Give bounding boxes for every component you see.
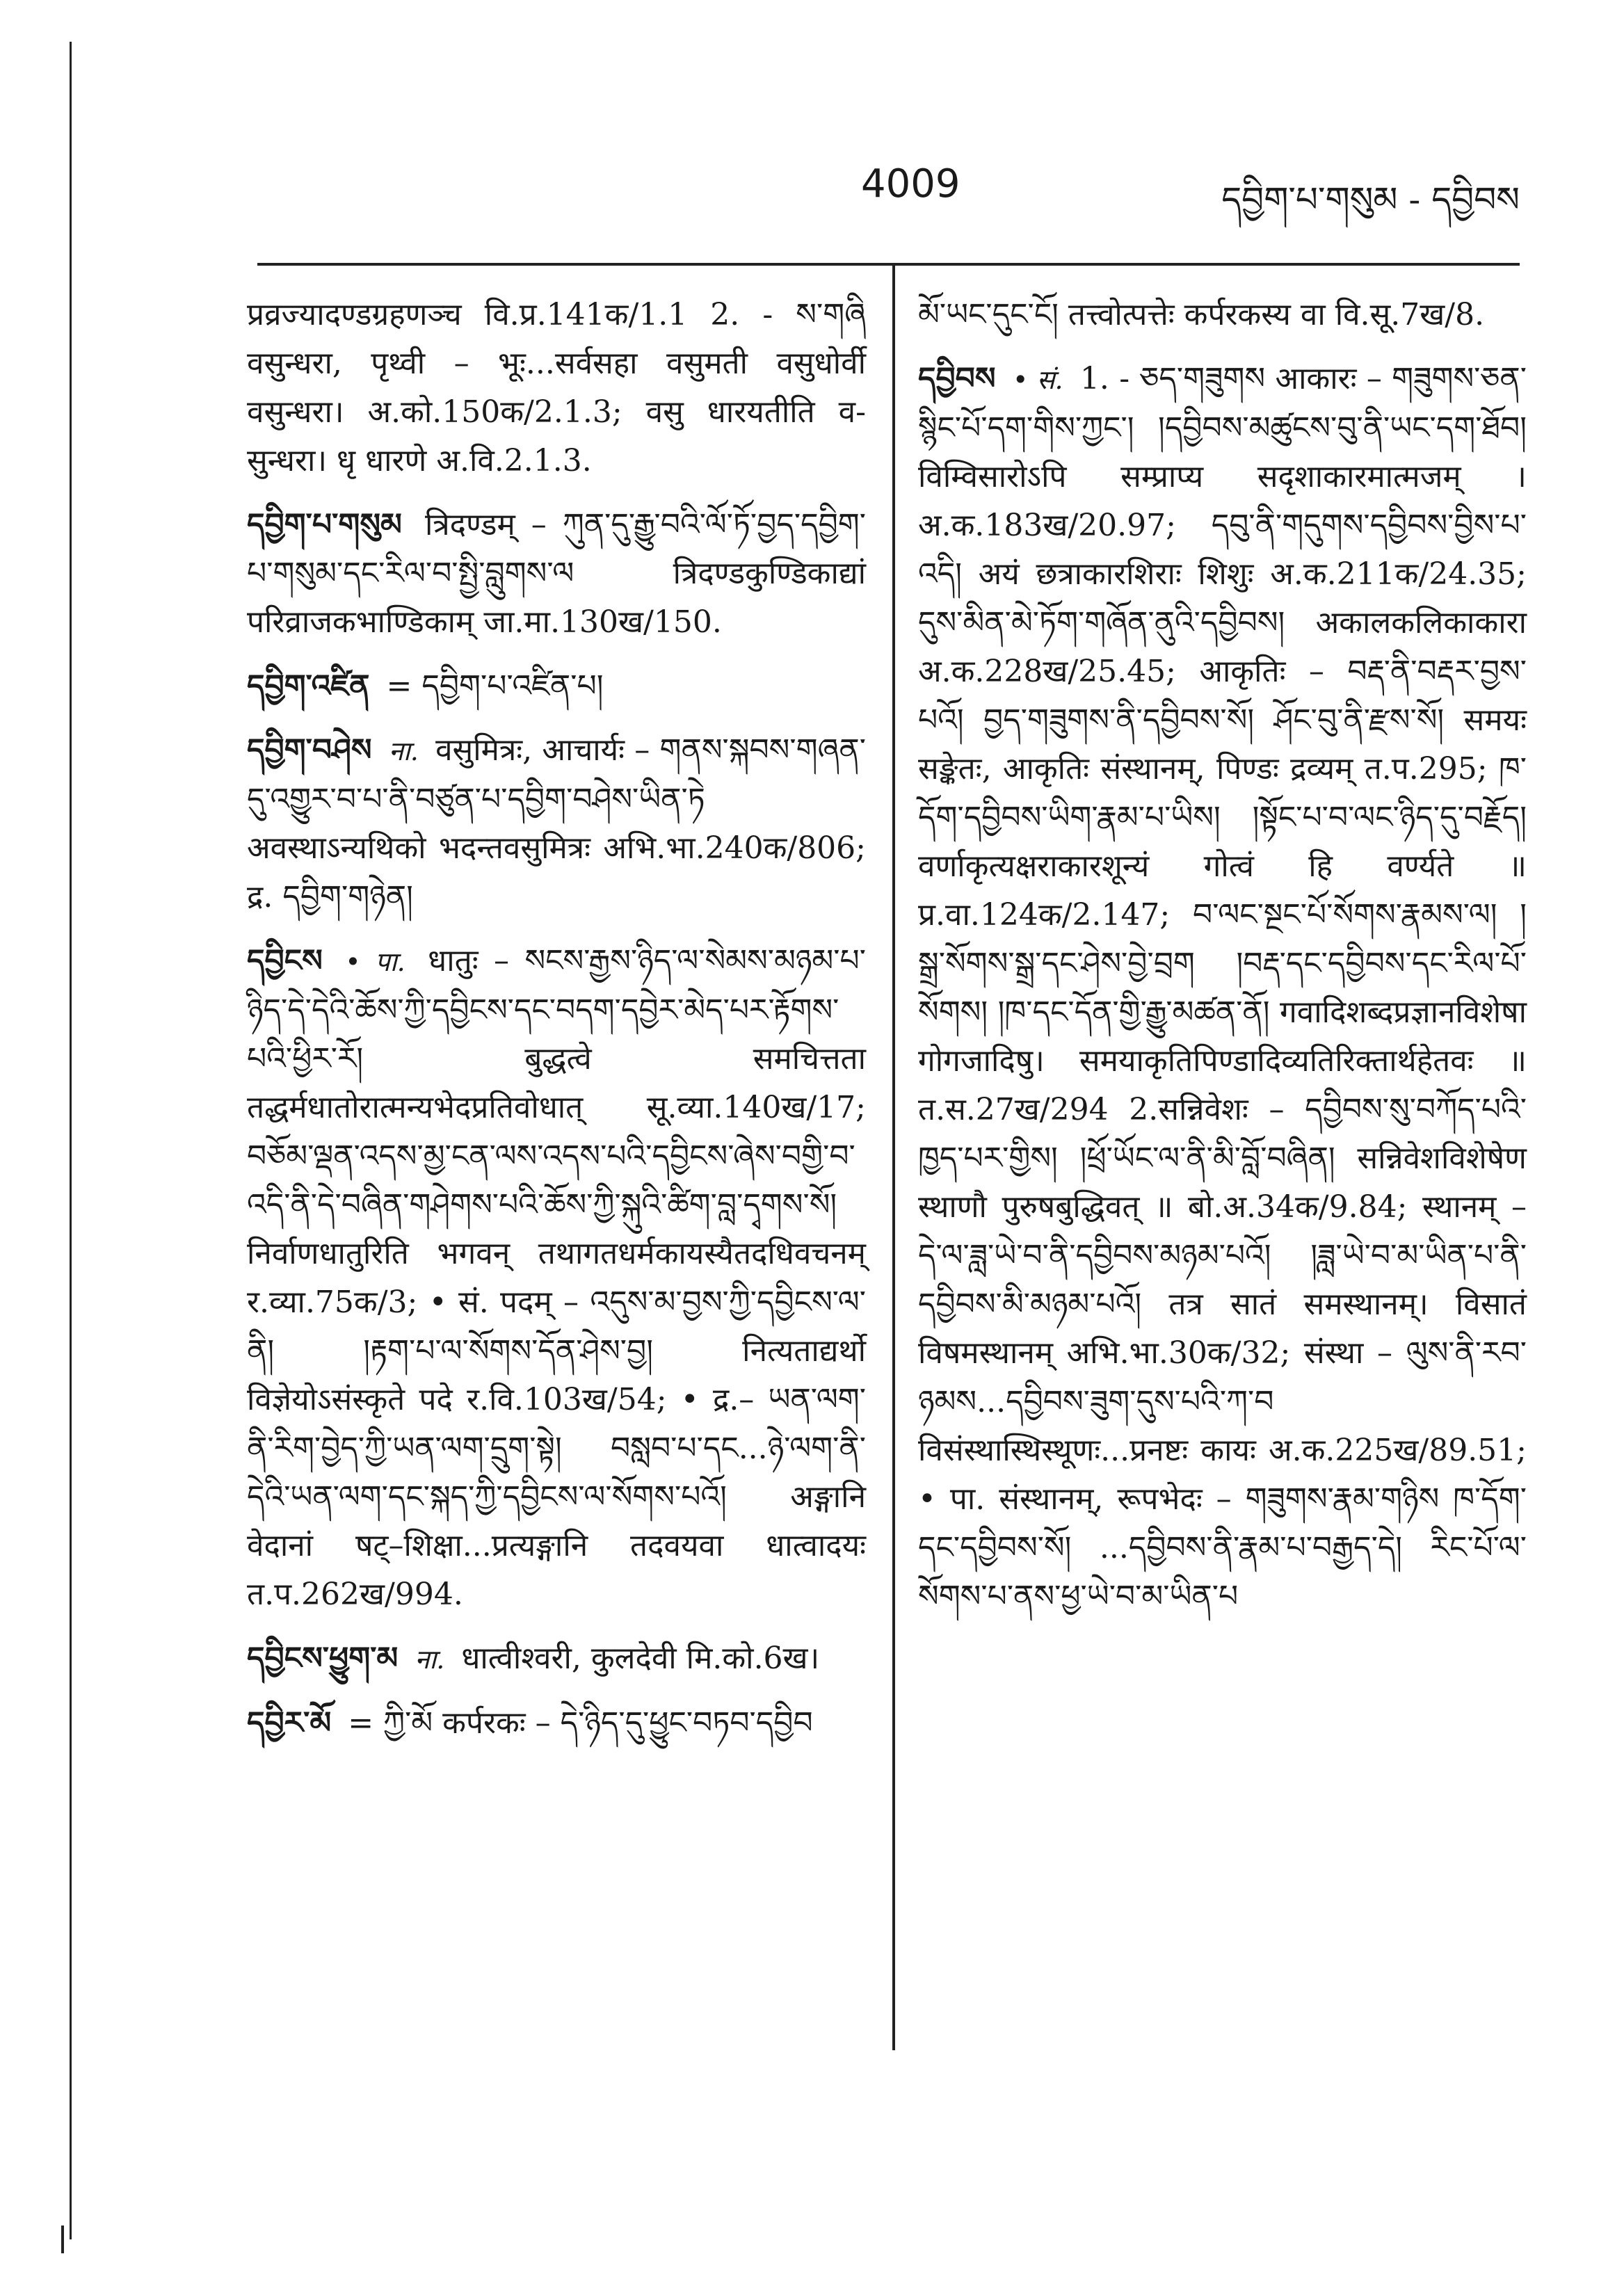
entry-headword: དབྱིག་པ་གསུམ	[247, 507, 402, 542]
entry-definition: त्रिदण्डम् – ཀུན་དུ་རྒྱུ་བའི་ལོ་ཏོ་བྱད་དབྱིག་པ་གསུམ་དང་རིལ་བ་སྤྱི་བླུགས་ལ त्रिदण्डकुण्डिकाद्यां परिव्राजकभाण्डिकाम् जा.मा.130ख/150.	[247, 507, 866, 640]
dictionary-entry	[247, 726, 866, 921]
scan-edge-tick	[61, 2225, 64, 2253]
right-column	[918, 291, 1527, 1636]
entry-headword: དབྱིངས་ཕྱུག་མ	[247, 1641, 399, 1676]
entry-pos: ना.	[415, 1644, 445, 1675]
entry-pos: • पा.	[345, 947, 405, 977]
entry-headword: དབྱིར་མོ	[247, 1705, 332, 1741]
right-continuation: མོ་ཡང་དུང་ངོ། तत्त्वोत्पत्तेः कर्परकस्य वा वि.सू.7ख/8.	[918, 297, 1485, 332]
entry-definition: = ཀྱི་མོ कर्परकः – དེ་ཉིད་དུ་ཕྱུང་བཏབ་དབྱིབ	[348, 1705, 813, 1741]
column-divider	[892, 263, 895, 2050]
entry-definition: धात्वीश्वरी, कुलदेवी मि.को.6ख।	[461, 1641, 820, 1676]
header-rule	[257, 263, 1520, 266]
dictionary-entry	[247, 662, 866, 711]
entry-definition: वसुमित्रः, आचार्यः – གནས་སྐབས་གཞན་དུ་འགྱུར་བ་པ་ནི་བཙུན་པ་དབྱིག་བཤེས་ཡིན་ཏེ अवस्थाऽन्यथिको भदन्तवसुमित्रः अभि.भा.240क/806; द्र. དབྱིག་གཉེན།	[247, 732, 866, 915]
entry-pos: • सं.	[1012, 364, 1063, 395]
scan-edge-line	[70, 42, 72, 2239]
entry-headword: དབྱིག་བཤེས	[247, 732, 372, 768]
page-number: 4009	[861, 161, 960, 207]
entry-headword: དབྱིག་འཛིན	[247, 668, 370, 704]
entry-pos: ना.	[388, 736, 419, 766]
left-column	[247, 291, 866, 1763]
left-continuation: प्रव्रज्यादण्डग्रहणञ्च वि.प्र.141क/1.1 2. - ས་གཞི वसुन्धरा, पृथ्वी – भूः...सर्वसहा वसुमती वसुधोर्वी वसुन्धरा। अ.को.150क/2.1.3; वसु धारयतीति व-सुन्धरा। धृ धारणे अ.वि.2.1.3.	[247, 297, 866, 478]
entry-headword: དབྱིབས	[918, 361, 996, 396]
dictionary-entry	[247, 501, 866, 647]
dictionary-entry	[247, 1634, 866, 1684]
entry-definition: 1. - ཅད་གཟུགས आकारः – གཟུགས་ཅན་སྙིང་པོ་དག་གིས་ཀྱང་། །དབྱིབས་མཚུངས་བུ་ནི་ཡང་དག་ཐོབ། विम्विसारोऽपि सम्प्राप्य सदृशाकारमात्मजम् । अ.क.183ख/20.97; དབུ་ནི་གདུགས་དབྱིབས་བྱིས་པ་འདི། अयं छत्राकारशिराः शिशुः अ.क.211क/24.35; དུས་མིན་མེ་ཏོག་གཞོན་ནུའི་དབྱིབས། अकालकलिकाकारा अ.क.228ख/25.45; आकृतिः – བརྡ་ནི་བརྡར་བྱས་པའོ། བྱད་གཟུགས་ནི་དབྱིབས་སོ། ཤོང་བུ་ནི་རྫས་སོ། समयः सङ्केतः, आकृतिः संस्थानम्, पिण्डः द्रव्यम् त.प.295; ཁ་དོག་དབྱིབས་ཡིག་རྣམ་པ་ཡིས། །སྟོང་པ་བ་ལང་ཉིད་དུ་བརྗོད། वर्णाकृत्यक्षराकारशून्यं गोत्वं हि वर्ण्यते ॥ प्र.वा.124क/2.147; བ་ལང་སྔང་པོ་སོགས་རྣམས་ལ། །སྒྲ་སོགས་སྒྲ་དང་ཤེས་བྱེ་བྲག །བརྡ་དང་དབྱིབས་དང་རིལ་པོ་སོགས། །ཁ་དང་དོན་གྱི་རྒྱུ་མཚན་ནོ། गवादिशब्दप्रज्ञानविशेषा गोगजादिषु। समयाकृतिपिण्डादिव्यतिरिक्तार्थहेतवः ॥ त.स.27ख/294 2.सन्निवेशः – དབྱིབས་སུ་བཀོད་པའི་ཁྱད་པར་གྱིས། །ཕྲོ་ཡོང་ལ་ནི་མི་བློ་བཞིན། सन्निवेशविशेषेण स्थाणौ पुरुषबुद्धिवत् ॥ बो.अ.34क/9.84; स्थानम् – དེ་ལ་ཟླ་ཡེ་བ་ནི་དབྱིབས་མཉམ་པའོ། །ཟླ་ཡེ་བ་མ་ཡིན་པ་ནི་དབྱིབས་མི་མཉམ་པའོ། तत्र सातं समस्थानम्। विसातं विषमस्थानम् अभि.भा.30क/32; संस्था – ལུས་ནི་རབ་ཉམས...དབྱིབས་ཟུག་དུས་པའི་ཀ་བ विसंस्थास्थिस्थूणः...प्रनष्टः कायः अ.क.225ख/89.51; • पा. संस्थानम्, रूपभेदः – གཟུགས་རྣམ་གཉིས ཁ་དོག་དང་དབྱིབས་སོ། ...དབྱིབས་ནི་རྣམ་པ་བརྒྱད་དེ། རིང་པོ་ལ་སོགས་པ་ནས་ཕྱ་ཡེ་བ་མ་ཡིན་པ	[918, 361, 1527, 1614]
dictionary-entry	[247, 937, 866, 1619]
entry-headword: དབྱིངས	[247, 943, 323, 979]
dictionary-entry	[247, 1699, 866, 1748]
entry-definition: = དབྱིག་པ་འཛིན་པ།	[386, 668, 604, 704]
running-head: དབྱིག་པ་གསུམ - དབྱིབས	[1221, 179, 1520, 220]
dictionary-entry	[918, 355, 1527, 1621]
entry-definition: धातुः – སངས་རྒྱས་ཉིད་ལ་སེམས་མཉམ་པ་ཉིད་དེ་དེའི་ཆོས་ཀྱི་དབྱིངས་དང་བདག་དབྱེར་མེད་པར་རྟོགས་པའི་ཕྱིར་རོ། बुद्धत्वे समचित्तता तद्धर्मधातोरात्मन्यभेदप्रतिवोधात् सू.व्या.140ख/17; བཅོམ་ལྡན་འདས་མྱ་ངན་ལས་འདས་པའི་དབྱིངས་ཞེས་བགྱི་བ་འདི་ནི་དེ་བཞིན་གཤེགས་པའི་ཆོས་ཀྱི་སྐུའི་ཚིག་བླ་དྭགས་སོ། निर्वाणधातुरिति भगवन् तथागतधर्मकायस्यैतदधिवचनम् र.व्या.75क/3; • सं. पदम् – འདུས་མ་བྱས་ཀྱི་དབྱིངས་ལ་ནི། །རྟག་པ་ལ་སོགས་དོན་ཤེས་བྱ། नित्यताद्यर्थो विज्ञेयोऽसंस्कृते पदे र.वि.103ख/54; • द्र.– ཡན་ལག་ནི་རིག་བྱེད་ཀྱི་ཡན་ལག་དྲུག་སྟེ། བསླབ་པ་དང...ཉེ་ལག་ནི་དེའི་ཡན་ལག་དང་སྐད་ཀྱི་དབྱིངས་ལ་སོགས་པའོ། अङ्गानि वेदानां षट्–शिक्षा...प्रत्यङ्गानि तदवयवा धात्वादयः त.प.262ख/994.	[247, 943, 866, 1612]
